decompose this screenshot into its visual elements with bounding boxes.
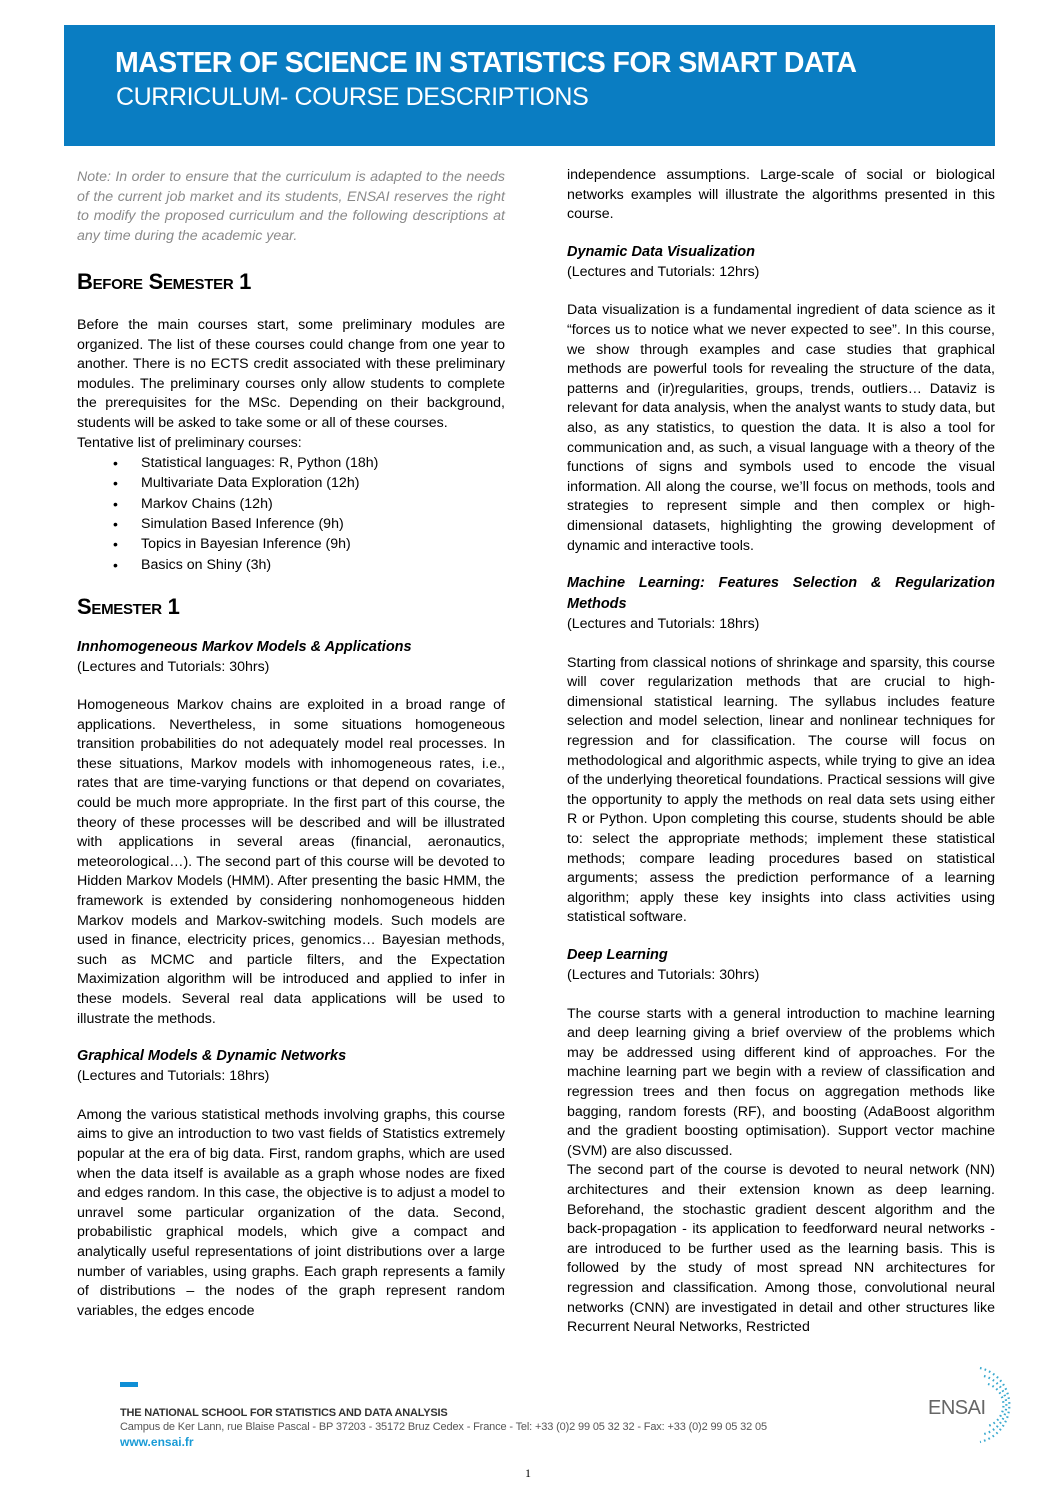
course-title: Innhomogeneous Markov Models & Applications: [77, 638, 412, 655]
section-heading-semester-1: Semester 1: [77, 593, 180, 619]
course-title: Deep Learning: [567, 947, 668, 963]
course-description: The course starts with a general introduction to machine learning and deep learning giving a brief overview of the problems which may be addressed using different kind of approaches. For the machine learning part we begin with a review of classification and regression trees and then focus on aggregation methods like bagging, random forests (RF), and boosting (AdaBoost algorithm and the gradient boosting optimisation). Support vector machine (SVM) are also discussed.: [567, 1005, 995, 1159]
course-hours: (Lectures and Tutorials: 18hrs): [567, 616, 760, 633]
course-title: Machine Learning: Features Selection & Regularization Methods: [567, 575, 995, 613]
list-item-label: Basics on Shiny (3h): [141, 556, 272, 573]
curriculum-note: Note: In order to ensure that the curriculum is adapted to the needs of the current job market and its students, ENSAI reserves the right to modify the proposed curriculum and the following descriptions at any time during the academic year.: [77, 169, 505, 244]
right-column: [567, 166, 995, 1338]
page-header-banner: [64, 25, 995, 146]
course-description: Among the various statistical methods involving graphs, this course aims to give an introduction to two vast fields of Statistics extremely popular at the era of big data. First, random graphs, which are used when the data itself is available as a graph whose nodes are fixed and edges random. In this case, the objective is to adjust a model to unravel some particular organization of the data. Second, probabilistic graphical models, which give a compact and analytically useful representations of joint distributions over a large number of variables, using graphs. Each graph represents a family of distributions – the nodes of the graph represent random variables, the edges encode: [77, 1106, 505, 1319]
list-item: [77, 473, 505, 493]
course-description-part-2: The second part of the course is devoted to neural network (NN) architectures and their extension known as deep learning. Beforehand, the stochastic gradient descent algorithm and the back-propagation - its application to feedforward neural networks - are introduced to be further used as the learning basis. This is followed by the study of most spread NN architectures for regression and classification. Among those, convolutional neural networks (CNN) are investigated in detail and other structures like Recurrent Neural Networks, Restricted: [567, 1162, 995, 1336]
list-item-label: Topics in Bayesian Inference (9h): [141, 536, 351, 553]
course-description: Homogeneous Markov chains are exploited in a broad range of applications. Nevertheless, in some situations homogeneous transition probabilities do not adequately model real processes. In these situations, Markov models with inhomogeneous rates, i.e., rates that are time-varying functions or that depend on covariates, could be much more appropriate. In the first part of this course, the theory of these processes will be described and will be illustrated with applications in several areas (financial, aeronautics, meteorological…). The second part of this course will be devoted to Hidden Markov Models (HMM). After presenting the basic HMM, the framework is extended by considering nonhomogeneous hidden Markov models and Markov-switching models. Such models are used in finance, electricity prices, genomics… Bayesian methods, such as MCMC and particle filters, and the Expectation Maximization algorithm will be introduced and applied to infer in these models. Several real data applications will be used to illustrate the methods.: [77, 697, 505, 1027]
list-item-label: Simulation Based Inference (9h): [141, 516, 344, 533]
list-item-label: Multivariate Data Exploration (12h): [141, 475, 360, 492]
ensai-logo: [920, 1360, 1035, 1450]
page-number: 1: [525, 1466, 531, 1480]
course-hours: (Lectures and Tutorials: 30hrs): [567, 967, 760, 983]
preliminary-course-list: [77, 453, 505, 575]
document-title: MASTER OF SCIENCE IN STATISTICS FOR SMART DATA: [115, 47, 857, 79]
course-description: Starting from classical notions of shrinkage and sparsity, this course will cover regularization methods that are crucial to high-dimensional statistical learning. The syllabus includes feature selection and model selection, linear and nonlinear techniques for regression and for classification. The course will focus on methodological and algorithmic aspects, while trying to give an idea of the underlying theoretical foundations. Practical sessions will give the opportunity to apply the methods on real data sets using either R or Python. Upon completing this course, students should be able to: select the appropriate methods; implement these statistical methods; compare leading procedures based on statistical arguments; assess the prediction performance of a learning algorithm; apply these key insights into class activities using statistical software.: [567, 654, 995, 926]
before-semester-intro: Before the main courses start, some preliminary modules are organized. The list of these courses could change from one year to another. There is no ECTS credit associated with these preliminary modules. The preliminary courses only allow students to complete the prerequisites for the MSc. Depending on their background, students will be asked to take some or all of these courses.: [77, 316, 505, 431]
preliminary-list-label: Tentative list of preliminary courses:: [77, 434, 302, 451]
bullet-icon: •: [113, 556, 118, 573]
bullet-icon: •: [113, 516, 118, 533]
course-description: Data visualization is a fundamental ingredient of data science as it “forces us to notice what we never expected to see”. In this course, we show through examples and case studies that graphical methods are powerful tools for revealing the structure of the data, patterns and (ir)regularities, groups, trends, outliers… Dataviz is relevant for data analysis, when the analyst wants to study data, but also, as any statistics, to question the data. It is also a tool for communication and, as such, a visual language with a theory of the functions of signs and symbols used to encode the visual information. All along the course, we’ll focus on methods, tools and strategies to represent simple and then complex or high-dimensional datasets, highlighting the growing development of dynamic and interactive tools.: [567, 302, 995, 554]
list-item: [77, 494, 505, 514]
course-description-continued: independence assumptions. Large-scale of social or biological networks examples will illustrate the algorithms presented in this course.: [567, 167, 995, 223]
bullet-icon: •: [113, 475, 118, 492]
course-title: Graphical Models & Dynamic Networks: [77, 1048, 347, 1065]
footer-website-link[interactable]: www.ensai.fr: [120, 1435, 194, 1449]
footer-address: Campus de Ker Lann, rue Blaise Pascal - BP 37203 - 35172 Bruz Cedex - France - Tel: +33 (0)2 99 05 32 32 - Fax: +33 (0)2 99 05 32 05: [120, 1421, 767, 1433]
footer-org-name: THE NATIONAL SCHOOL FOR STATISTICS AND DATA ANALYSIS: [120, 1407, 448, 1419]
footer-accent-bar: [120, 1382, 138, 1387]
bullet-icon: •: [113, 455, 118, 472]
list-item-label: Markov Chains (12h): [141, 495, 273, 512]
bullet-icon: •: [113, 536, 118, 553]
left-column: [77, 166, 505, 1321]
course-hours: (Lectures and Tutorials: 18hrs): [77, 1068, 270, 1085]
course-hours: (Lectures and Tutorials: 30hrs): [77, 658, 270, 675]
section-heading-before-semester: Before Semester 1: [77, 269, 252, 295]
list-item: [77, 555, 505, 575]
course-title: Dynamic Data Visualization: [567, 243, 756, 260]
bullet-icon: •: [113, 495, 118, 512]
list-item-label: Statistical languages: R, Python (18h): [141, 455, 379, 472]
list-item: [77, 514, 505, 534]
logo-text: ENSAI: [928, 1397, 986, 1419]
document-subtitle: CURRICULUM- COURSE DESCRIPTIONS: [116, 83, 589, 111]
course-hours: (Lectures and Tutorials: 12hrs): [567, 263, 760, 280]
list-item: [77, 453, 505, 473]
list-item: [77, 534, 505, 554]
